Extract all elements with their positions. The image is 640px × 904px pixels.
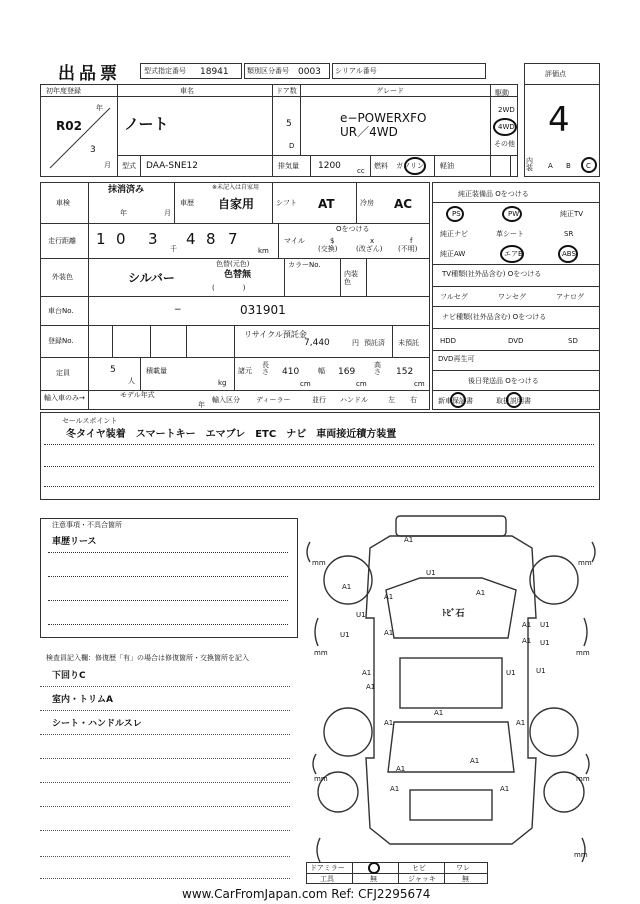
displacement: 1200 xyxy=(318,161,341,171)
history-value: 自家用 xyxy=(218,197,255,211)
length: 410 xyxy=(282,367,300,377)
shift-value: AT xyxy=(318,197,335,211)
windshield-note: ﾄﾋﾞ石 xyxy=(442,609,465,619)
reg-era: R02 xyxy=(56,119,82,133)
repaint: 色替無 xyxy=(224,270,252,280)
serial-label: シリアル番号 xyxy=(335,67,377,75)
car-diagram xyxy=(300,508,610,878)
grade-line1: e−POWERXFO xyxy=(340,111,427,125)
note-3: シート・ハンドルスレ xyxy=(52,719,142,729)
score-value: 4 xyxy=(548,100,570,140)
height: 152 xyxy=(396,367,414,377)
footer-ref[interactable]: www.CarFromJapan.com Ref: CFJ2295674 xyxy=(182,887,431,901)
color-value: シルバー xyxy=(128,271,175,285)
note-1: 下回りC xyxy=(52,671,86,681)
chassis-no: 031901 xyxy=(240,303,286,317)
score-label: 評価点 xyxy=(545,70,566,78)
car-name: ノート xyxy=(124,115,169,133)
grade-line2: UR／4WD xyxy=(340,125,398,139)
interior-circle xyxy=(581,157,597,173)
caution-box xyxy=(40,518,298,638)
drive-circle xyxy=(493,118,517,136)
reg-month: 3 xyxy=(90,145,96,155)
class-no: 0003 xyxy=(298,67,321,77)
fuel-gas: ガソリン xyxy=(396,162,424,170)
recycle-fee: 7,440 xyxy=(304,338,330,348)
caution-text: 車歴リース xyxy=(52,537,97,547)
model: DAA-SNE12 xyxy=(146,161,198,171)
width: 169 xyxy=(338,367,356,377)
inspection-value: 抹消済み xyxy=(108,185,145,195)
type-no: 18941 xyxy=(200,67,229,77)
type-label: 型式指定番号 xyxy=(144,67,186,75)
first-reg-label: 初年度登録 xyxy=(46,87,81,95)
doors: 5 xyxy=(286,119,292,129)
note-2: 室内・トリムA xyxy=(52,695,113,705)
sales-text: 冬タイヤ装着 スマートキー エマブレ ETC ナビ 車両接近積方装置 xyxy=(66,429,397,440)
capacity: 5 xyxy=(110,365,116,375)
car-name-label: 車名 xyxy=(180,87,194,95)
class-label: 類別区分番号 xyxy=(247,67,289,75)
sheet-title: 出品票 xyxy=(58,64,121,84)
ac-value: AC xyxy=(394,197,413,211)
fuel-circle xyxy=(404,157,426,175)
